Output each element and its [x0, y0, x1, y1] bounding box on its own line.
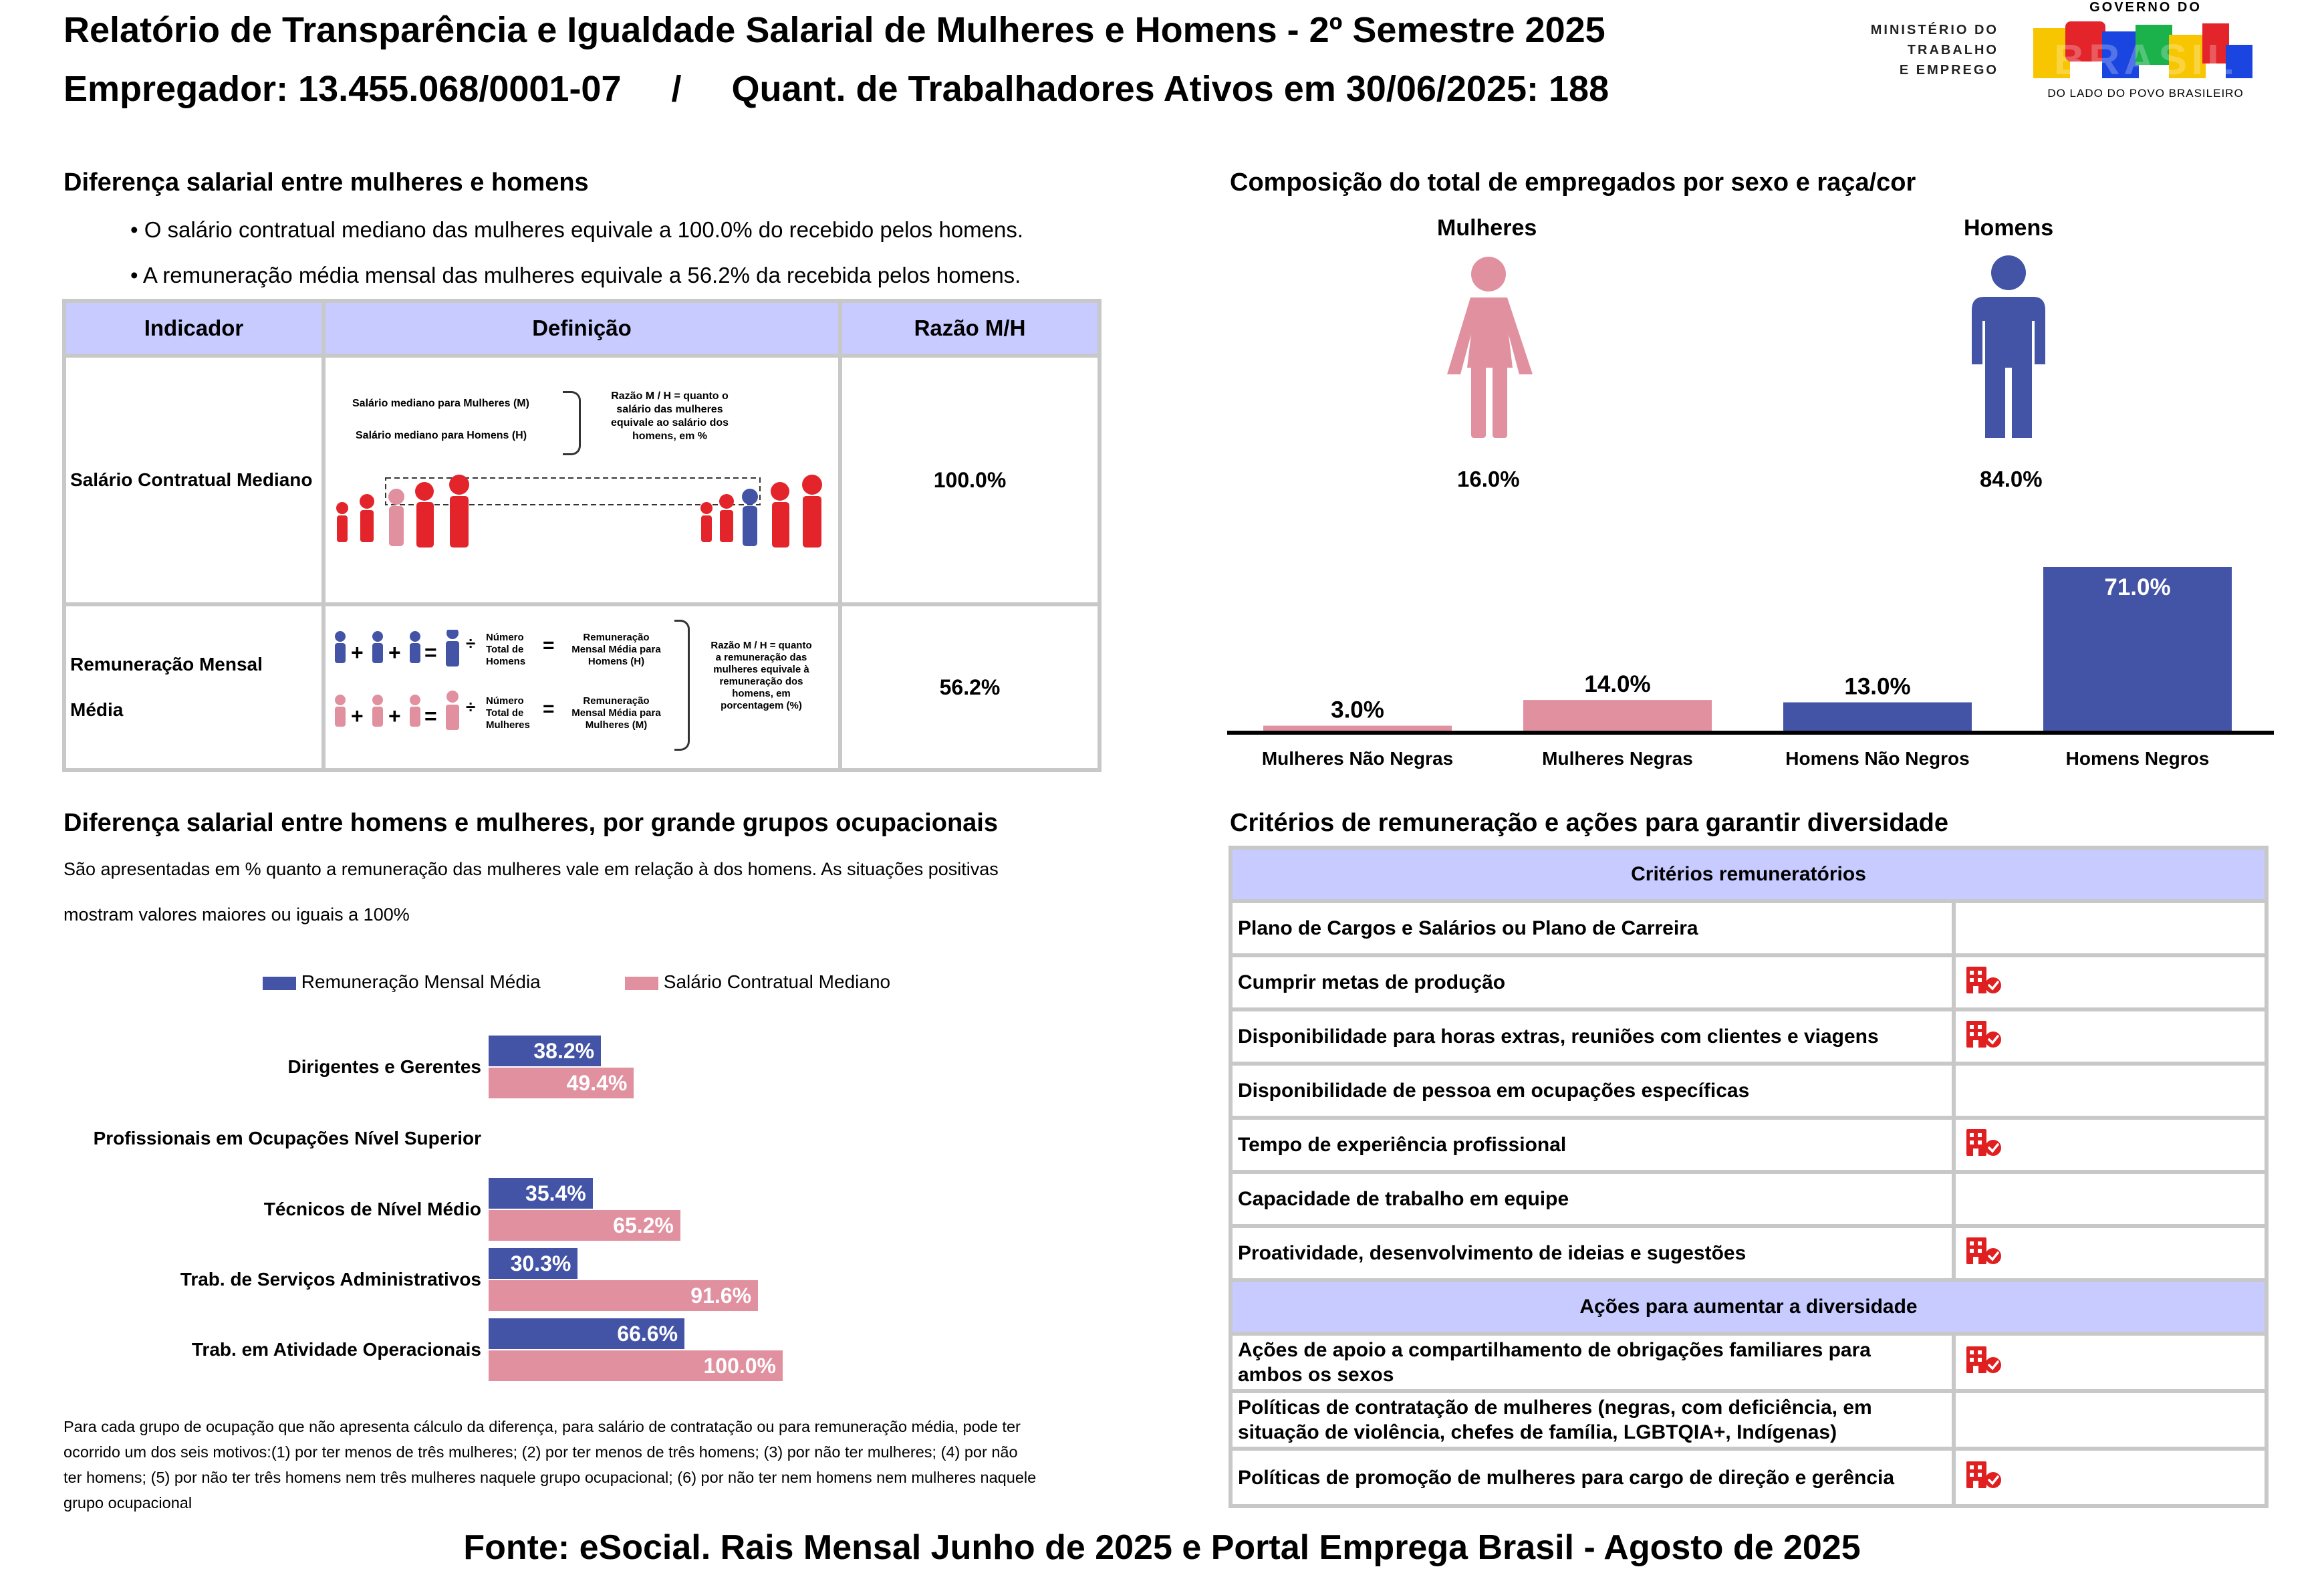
salary-gap-bullet-1: • O salário contratual mediano das mulheres equivale a 100.0% do recebido pelos homens.: [130, 217, 1024, 242]
report-title: Relatório de Transparência e Igualdade Salarial de Mulheres e Homens - 2º Semestre 2025: [63, 10, 1605, 50]
occupation-label: Trab. de Serviços Administrativos: [180, 1269, 481, 1290]
occupational-desc-1: São apresentadas em % quanto a remuneração das mulheres vale em relação à dos homens. As situações positivas: [63, 859, 999, 879]
def-median-note: Razão M / H = quanto o salário das mulheres equivale ao salário dos homens, em %: [610, 390, 729, 442]
criteria-title: Critérios de remuneração e ações para garantir diversidade: [1230, 809, 1949, 837]
women-result-label: Remuneração Mensal Média para Mulheres (M): [571, 695, 661, 731]
woman-icon: [1440, 254, 1541, 441]
def-median-men: Salário mediano para Homens (H): [356, 430, 527, 441]
race-category-label: Homens Negros: [2065, 748, 2210, 769]
women-pct: 16.0%: [1457, 467, 1520, 491]
diversity-label-line-1: Políticas de promoção de mulheres para cargo de direção e gerência: [1238, 1466, 1895, 1489]
remuneration-bar: 35.4%: [489, 1178, 593, 1209]
company-check-icon: [1965, 1019, 2003, 1049]
diversity-row: [1231, 1449, 2267, 1506]
criteria-row: [1231, 1172, 2267, 1226]
occupational-desc-2: mostram valores maiores ou iguais a 100%: [63, 904, 410, 925]
svg-text:+: +: [388, 640, 401, 665]
diversity-row: [1231, 1391, 2267, 1449]
race-bar-value: 71.0%: [2104, 574, 2171, 600]
company-check-icon: [1965, 1236, 2003, 1265]
diversity-status-cell: [1954, 1391, 2267, 1449]
criteria-row: [1231, 901, 2267, 955]
women-count-label: Número Total de Mulheres: [486, 695, 530, 731]
man-icon: [1965, 254, 2052, 441]
gov-brasil-logo: [2032, 0, 2259, 107]
occupation-label: Trab. em Atividade Operacionais: [191, 1339, 481, 1360]
men-pct: 84.0%: [1980, 467, 2043, 491]
company-check-icon: [1965, 1460, 2003, 1489]
remuneration-bar: 30.3%: [489, 1248, 577, 1279]
men-result-label: Remuneração Mensal Média para Homens (H): [571, 632, 661, 667]
diversity-row: [1231, 1334, 2267, 1391]
indicator-avg-line-2: Média: [70, 699, 124, 720]
composition-title: Composição do total de empregados por sexo e raça/cor: [1230, 168, 1916, 197]
salary-gap-title: Diferença salarial entre mulheres e homens: [63, 168, 589, 197]
avg-note: Razão M / H = quanto a remuneração das mulheres equivale à remuneração dos homens, em porcentagem (%): [711, 640, 812, 711]
occupational-chart: [0, 0, 1103, 1404]
gov-tagline: DO LADO DO POVO BRASILEIRO: [2047, 87, 2244, 100]
occupation-label: Técnicos de Nível Médio: [263, 1199, 481, 1219]
source-footer: Fonte: eSocial. Rais Mensal Junho de 2025 e Portal Emprega Brasil - Agosto de 2025: [463, 1528, 1861, 1567]
occupation-label: Dirigentes e Gerentes: [287, 1056, 481, 1077]
median-salary-bar: 65.2%: [489, 1210, 680, 1241]
criteria-status-cell: [1954, 955, 2267, 1009]
ministry-line-2: TRABALHO: [1907, 43, 1998, 57]
race-category-label: Homens Não Negros: [1785, 748, 1970, 769]
company-check-icon: [1965, 1128, 2003, 1157]
ministry-line-1: MINISTÉRIO DO: [1870, 23, 1998, 37]
criteria-status-cell: [1954, 1226, 2267, 1280]
indicator-avg-line-1: Remuneração Mensal: [70, 654, 263, 675]
criteria-status-cell: [1954, 1172, 2267, 1226]
legend-remuneration-label: Remuneração Mensal Média: [301, 971, 541, 992]
diversity-label-line-1: Políticas de contratação de mulheres (negras, com deficiência, em: [1238, 1397, 1872, 1419]
col-indicator-header: Indicador: [64, 301, 324, 356]
ministry-line-3: E EMPREGO: [1899, 63, 1998, 78]
svg-text:=: =: [424, 704, 437, 728]
occupational-title: Diferença salarial entre homens e mulheres, por grande grupos ocupacionais: [63, 809, 998, 837]
indicator-median-salary: Salário Contratual Mediano: [64, 356, 324, 604]
race-bar: [1783, 703, 1972, 733]
ratio-median-salary: 100.0%: [840, 356, 1100, 604]
def-median-women: Salário mediano para Mulheres (M): [352, 398, 529, 409]
employer-line: Empregador: 13.455.068/0001-07 / Quant. de Trabalhadores Ativos em 30/06/2025: 188: [63, 69, 1609, 109]
diversity-label: [1231, 1334, 1954, 1391]
race-bar-value: 14.0%: [1584, 671, 1651, 698]
criteria-label: Disponibilidade de pessoa em ocupações específicas: [1231, 1064, 1954, 1118]
criteria-table: [1229, 846, 2269, 1508]
occupation-label: Profissionais em Ocupações Nível Superior: [93, 1128, 481, 1149]
criteria-status-cell: [1954, 1064, 2267, 1118]
salary-gap-bullet-2: • A remuneração média mensal das mulheres equivale a 56.2% da recebida pelos homens.: [130, 263, 1021, 287]
col-definition-header: Definição: [324, 301, 840, 356]
race-composition-chart: [1227, 555, 2274, 769]
criteria-status-cell: [1954, 1009, 2267, 1064]
diversity-label: [1231, 1391, 1954, 1449]
criteria-label: Plano de Cargos e Salários ou Plano de Carreira: [1231, 901, 1954, 955]
criteria-header: Critérios remuneratórios: [1231, 848, 2267, 901]
criteria-row: [1231, 1118, 2267, 1172]
race-category-label: Mulheres Não Negras: [1261, 748, 1454, 769]
median-salary-bar: 91.6%: [489, 1280, 758, 1311]
criteria-row: [1231, 955, 2267, 1009]
criteria-label: Tempo de experiência profissional: [1231, 1118, 1954, 1172]
criteria-status-cell: [1954, 901, 2267, 955]
diversity-status-cell: [1954, 1449, 2267, 1506]
criteria-label: Disponibilidade para horas extras, reuniões com clientes e viagens: [1231, 1009, 1954, 1064]
race-bar-value: 3.0%: [1331, 697, 1384, 723]
diversity-label-line-1: Ações de apoio a compartilhamento de obrigações familiares para: [1238, 1339, 1871, 1361]
company-check-icon: [1965, 1345, 2003, 1374]
legend-median-label: Salário Contratual Mediano: [663, 971, 891, 992]
svg-text:=: =: [424, 640, 437, 665]
median-salary-bar: 49.4%: [489, 1068, 634, 1098]
race-bar: [1523, 700, 1712, 733]
race-bar-value: 13.0%: [1844, 673, 1911, 700]
col-ratio-header: Razão M/H: [840, 301, 1100, 356]
company-check-icon: [1965, 965, 2003, 995]
median-salary-bar: 100.0%: [489, 1350, 783, 1381]
gov-brand-text: BRASIL: [2053, 35, 2238, 84]
race-category-label: Mulheres Negras: [1542, 748, 1693, 769]
svg-text:+: +: [351, 704, 364, 728]
criteria-label: Capacidade de trabalho em equipe: [1231, 1172, 1954, 1226]
diversity-label-line-2: ambos os sexos: [1238, 1364, 1394, 1386]
ratio-avg-remuneration: 56.2%: [840, 604, 1100, 770]
criteria-label: Proatividade, desenvolvimento de ideias e sugestões: [1231, 1226, 1954, 1280]
remuneration-bar: 38.2%: [489, 1036, 601, 1066]
criteria-status-cell: [1954, 1118, 2267, 1172]
diversity-status-cell: [1954, 1334, 2267, 1391]
ministry-logo: [1848, 20, 1998, 80]
definition-avg-remuneration: + + = + + = ÷ Número Total de Homens = Remuneração Mensal Média para Homens (H) ÷ Número Total de Mulheres = Remuneração Mensal Média para Mulheres (M) Razão M / H = quanto a remuneração das mulheres equivale à remuneração dos homens, em porcentagem (%): [324, 604, 840, 770]
criteria-row: [1231, 1226, 2267, 1280]
criteria-row: [1231, 1009, 2267, 1064]
men-label: Homens: [1964, 215, 2054, 241]
diversity-label-line-2: situação de violência, chefes de família, LGBTQIA+, Indígenas): [1238, 1421, 1837, 1443]
women-label: Mulheres: [1437, 215, 1537, 241]
remuneration-bar: 66.6%: [489, 1318, 684, 1349]
men-count-label: Número Total de Homens: [486, 632, 526, 667]
occupational-footnote: Para cada grupo de ocupação que não apresenta cálculo da diferença, para salário de contratação ou para remuneração média, pode ter ocorrido um dos seis motivos:(1) por ter menos de três mulheres; (2) por ter menos de três homens; (3) por não ter mulheres; (4) por não ter homens; (5) por não ter três homens nem três mulheres naquele grupo ocupacional; (6) por não ter nem homens nem mulheres naquele grupo ocupacional: [63, 1418, 1037, 1512]
gov-top-text: GOVERNO DO: [2089, 0, 2202, 15]
svg-text:+: +: [388, 704, 401, 728]
diversity-label: [1231, 1449, 1954, 1506]
svg-text:+: +: [351, 640, 364, 665]
criteria-row: [1231, 1064, 2267, 1118]
diversity-header: Ações para aumentar a diversidade: [1231, 1280, 2267, 1334]
criteria-label: Cumprir metas de produção: [1231, 955, 1954, 1009]
